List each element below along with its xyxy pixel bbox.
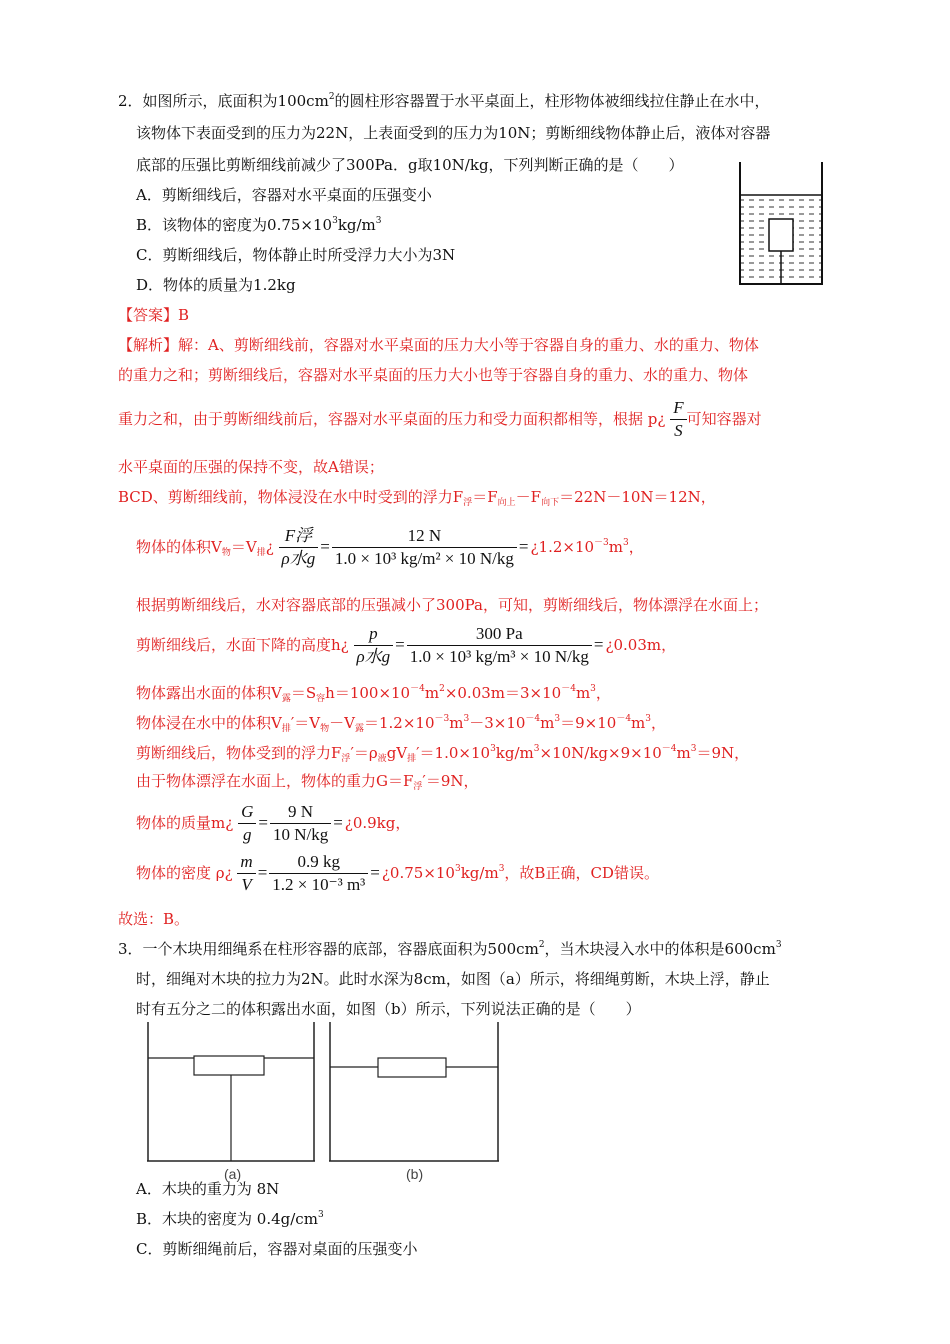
analysis-line-1: 【解析】解：A、剪断细线前，容器对水平桌面的压力大小等于容器自身的重力、水的重力、物体	[118, 336, 759, 354]
q2-option-d: D．物体的质量为1.2kg	[136, 276, 296, 294]
q3-option-a: A．木块的重力为 8N	[136, 1180, 280, 1198]
q3-figure-b	[328, 1022, 502, 1162]
q2-option-c: C．剪断细线后，物体静止时所受浮力大小为3N	[136, 246, 456, 264]
density-formula: 物体的密度 ρ¿ $\frac{m}{V}$ = $\frac{0.9 kg}{\text{1.2 × 10⁻³ m³}}$ = ¿$0.75\times 10^3kg/m^3$，故B正确，CD错误。	[136, 852, 659, 895]
analysis-line-b1: 根据剪断细线后，水对容器底部的压强减小了300Pa，可知，剪断细线后，物体漂浮在水面上；	[136, 596, 768, 614]
q3-line-2: 时，细绳对木块的拉力为2N。此时水深为8cm，如图（a）所示，将细绳剪断，木块上浮，静止	[136, 970, 770, 988]
q2-line-1: 2．如图所示，底面积为$100cm^2$的圆柱形容器置于水平桌面上，柱形物体被细线拉住静止在水中，	[118, 92, 770, 110]
exposed-volume-line: 物体露出水面的体积$V_露=S_容h=100\times 10^{-4}m^2\times 0.03m=3\times 10^{-4}m^3$，	[136, 684, 611, 704]
q3-figure-a	[146, 1022, 318, 1162]
analysis-line-3: 重力之和，由于剪断细线前后，容器对水平桌面的压力和受力面积都相等，根据 p¿ $\frac{F}{S}$ 可知容器对	[118, 398, 762, 441]
submerged-volume-line: 物体浸在水中的体积$V_排'=V_物-V_露=1.2\times 10^{-3}m^3-3\times 10^{-4}m^3=9\times 10^{-4}m^3$，	[136, 714, 667, 734]
q2-option-b: B．该物体的密度为$0.75\times 10^3kg/m^3$	[136, 216, 382, 234]
q2-line-3: 底部的压强比剪断细线前减少了300Pa．g取10N/kg，下列判断正确的是（ ）	[136, 156, 684, 174]
answer-label: 【答案】B	[118, 306, 190, 324]
q3-figure-b-label: (b)	[406, 1166, 424, 1182]
q3-line-3: 时有五分之二的体积露出水面，如图（b）所示，下列说法正确的是（ ）	[136, 1000, 641, 1018]
conclusion: 故选：B。	[118, 910, 190, 928]
q3-option-b: B．木块的密度为 $0.4g/cm^3$	[136, 1210, 324, 1228]
q2-line-2: 该物体下表面受到的压力为22N，上表面受到的压力为10N；剪断细线物体静止后，液体对容器	[136, 124, 771, 142]
formula-p-fraction: $\frac{F}{S}$	[670, 398, 686, 442]
mass-formula: 物体的质量m¿ $\frac{G}{g}$ = $\frac{9 N}{10 N/kg}$ = ¿0.9kg，	[136, 802, 411, 845]
gravity-line: 由于物体漂浮在水面上，物体的重力$G=F_浮'=9N$，	[136, 772, 479, 792]
q3-figure-a-label: (a)	[224, 1166, 242, 1182]
analysis-line-4: 水平桌面的压强的保持不变，故A错误；	[118, 458, 384, 476]
q3-line-1: 3．一个木块用细绳系在柱形容器的底部，容器底面积为$500cm^2$，当木块浸入水中的体积是$600cm^3$	[118, 940, 782, 958]
q2-container-figure	[738, 162, 824, 288]
buoyancy-line: 剪断细线后，物体受到的浮力$F_浮'=\rho_液gV_排'=1.0\times 10^3kg/m^3\times 10N/kg\times 9\times 10^{-4}m^3=9N$，	[136, 744, 750, 764]
analysis-line-5: BCD、剪断细线前，物体浸没在水中时受到的浮力$F_浮=F_{向上}-F_{向下}=22N-10N=12N$，	[118, 488, 716, 508]
height-formula: 剪断细线后，水面下降的高度h¿ $\frac{p}{\text{ρ水g}}$ = $\frac{300 Pa}{\text{1.0 × 10³ kg/m³ × 10 N/kg}}$ = ¿0.03m，	[136, 624, 677, 667]
q3-option-c: C．剪断细绳前后，容器对桌面的压强变小	[136, 1240, 418, 1258]
q2-option-a: A．剪断细线后，容器对水平桌面的压强变小	[136, 186, 432, 204]
volume-formula: 物体的体积$V_物=V_排¿$ $\frac{\text{F浮}}{\text{ρ水g}}$ = $\frac{12 N}{\text{1.0 × 10³ kg/m² × 10 N/kg}}$ = ¿$1.2\times 10^{-3}m^3$，	[136, 526, 644, 569]
analysis-line-2: 的重力之和；剪断细线后，容器对水平桌面的压力大小也等于容器自身的重力、水的重力、物体	[118, 366, 749, 384]
